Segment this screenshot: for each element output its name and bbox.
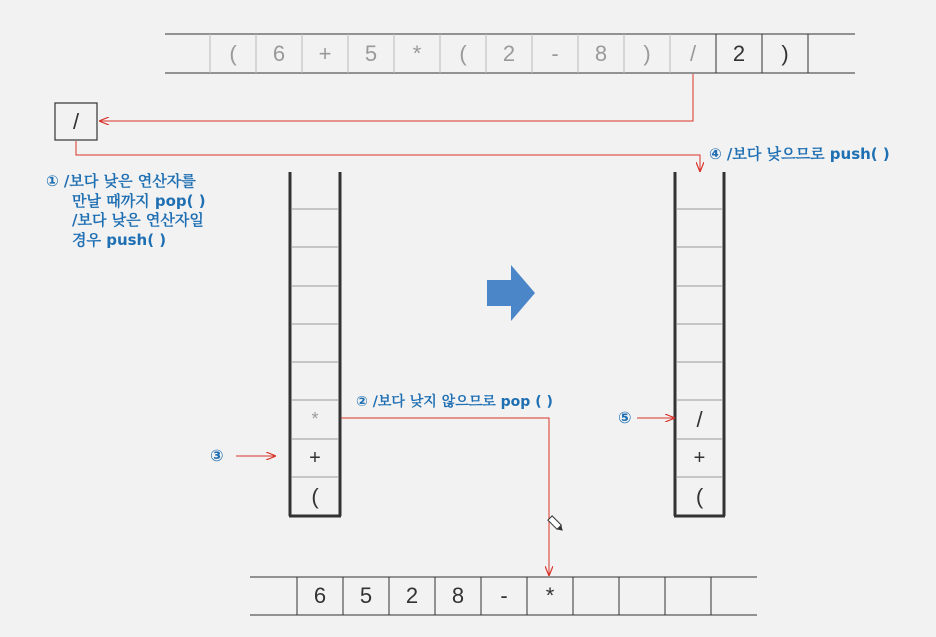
input-cell: - — [551, 40, 559, 66]
current-operator: / — [72, 108, 80, 134]
input-cell: + — [318, 40, 332, 66]
input-cell: 2 — [502, 40, 516, 66]
output-cell: 6 — [313, 583, 327, 608]
input-cell: ) — [781, 40, 789, 66]
step3-marker: ③ — [210, 446, 224, 465]
step1-note — [46, 172, 206, 250]
step1-line1: ① /보다 낮은 연산자를 — [46, 172, 196, 190]
step1-line2: 만날 때까지 pop( ) — [72, 191, 206, 210]
output-cell: - — [500, 583, 508, 608]
input-cell: 2 — [732, 40, 746, 66]
output-cell: * — [545, 583, 555, 608]
arrow-pop-to-output — [341, 418, 549, 575]
input-cell: * — [412, 40, 422, 66]
left-stack-cell: ( — [311, 483, 319, 509]
output-cell: 8 — [451, 583, 465, 608]
right-stack-cell: ( — [695, 483, 704, 509]
arrow-input-to-operator — [100, 74, 693, 121]
arrow-operator-to-right-stack — [76, 141, 700, 171]
step1-line4: 경우 push( ) — [72, 230, 167, 249]
right-stack-cell: / — [696, 406, 703, 432]
right-stack-cell: + — [693, 446, 706, 469]
left-stack-cell: + — [309, 446, 321, 469]
input-cell: 6 — [272, 40, 286, 66]
left-stack-cell: * — [311, 409, 319, 429]
flow-arrows — [76, 74, 700, 575]
output-cell: 5 — [359, 583, 373, 608]
input-cell: / — [689, 40, 697, 66]
step1-line3: /보다 낮은 연산자일 — [72, 211, 204, 229]
output-cell: 2 — [405, 583, 419, 608]
input-cell: ) — [643, 40, 651, 66]
step4-note: ④ /보다 낮으므로 push( ) — [709, 145, 890, 163]
step2-note: ② /보다 낮지 않으므로 pop ( ) — [356, 394, 553, 410]
input-cell: ( — [229, 40, 237, 66]
input-cell: ( — [459, 40, 467, 66]
step5-marker: ⑤ — [618, 408, 632, 427]
pencil-cursor-icon — [548, 516, 565, 533]
input-cell: 5 — [364, 40, 378, 66]
input-cell: 8 — [594, 40, 608, 66]
transition-arrow-icon — [487, 265, 535, 321]
